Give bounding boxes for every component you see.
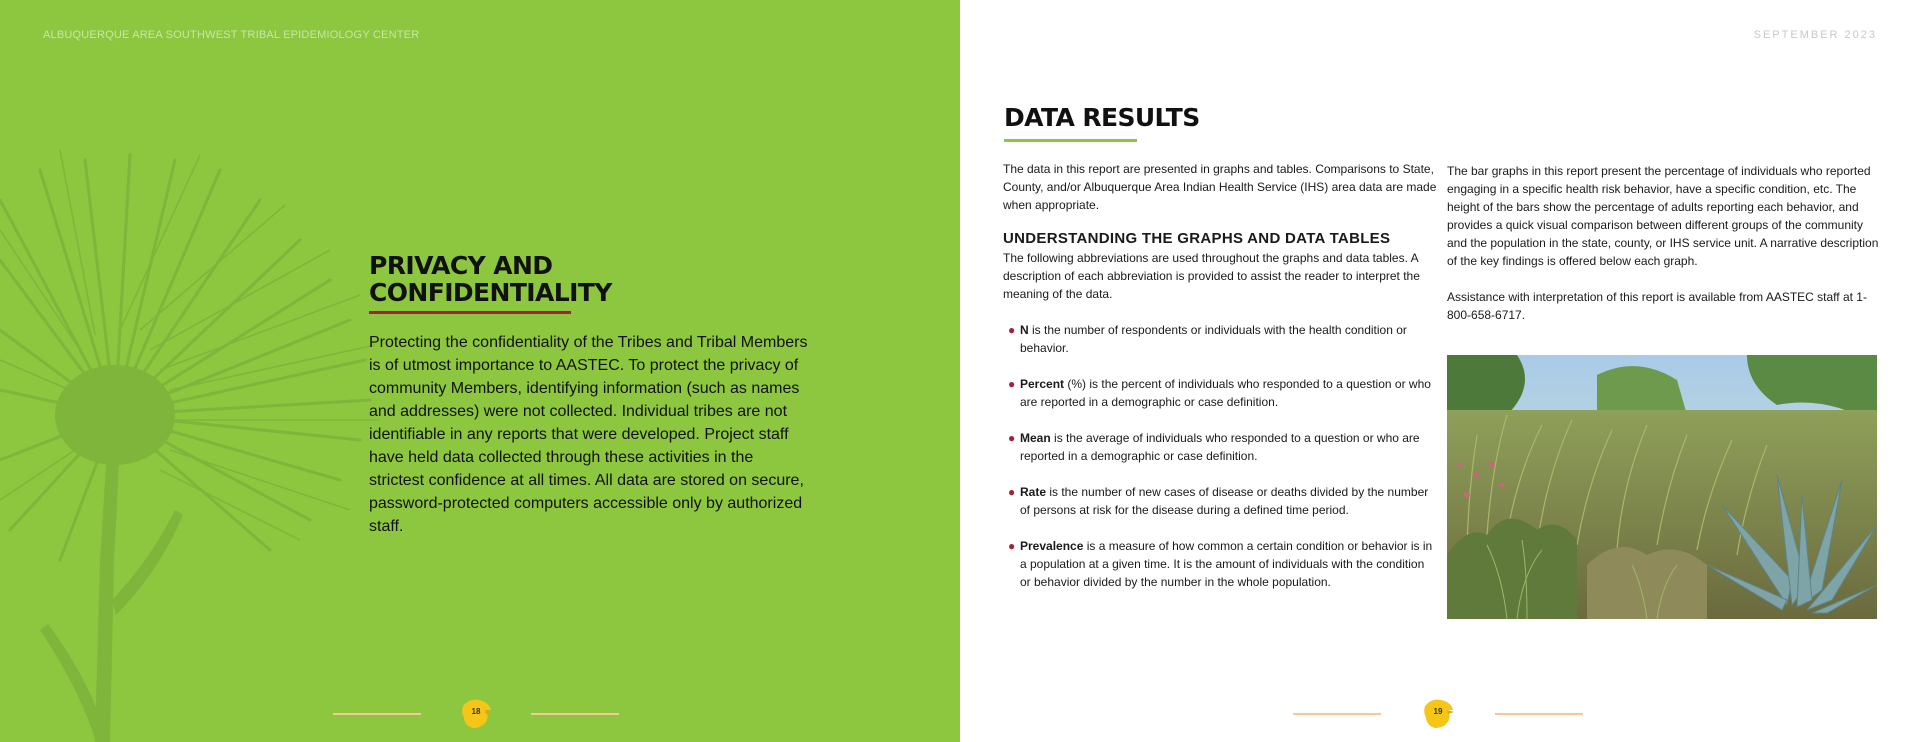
left-column: [1003, 160, 1443, 609]
garden-photo: [1447, 355, 1877, 619]
bullet-dot-icon: ●: [1008, 431, 1016, 445]
page-number-badge: [1421, 696, 1455, 730]
footer-rule-right: [1495, 713, 1583, 715]
bullet-dot-icon: ●: [1008, 377, 1016, 391]
assistance-paragraph: Assistance with interpretation of this report is available from AASTEC staff at 1-800-658-6717.: [1447, 290, 1867, 322]
data-results-title: DATA RESULTS: [1004, 103, 1200, 132]
definition-item-n: [1003, 321, 1443, 357]
running-head-left: ALBUQUERQUE AREA SOUTHWEST TRIBAL EPIDEMIOLOGY CENTER: [43, 29, 420, 41]
definition-item-prevalence: [1003, 537, 1443, 591]
page-number: 18: [471, 707, 481, 716]
definition-term: Mean: [1020, 431, 1051, 445]
footer-rule-right: [531, 713, 619, 715]
right-page: [960, 0, 1920, 742]
footer-rule-left: [333, 713, 421, 715]
bar-graphs-paragraph: The bar graphs in this report present the percentage of individuals who reported engaging in a specific health risk behavior, have a specific condition, etc. The height of the bars show the percentage of adults reporting each behavior, and provides a quick visual comparison between different groups of the community and the population in the state, county, or IHS service unit. A narrative description of the key findings is offered below each graph.: [1447, 164, 1879, 268]
definition-term: Rate: [1020, 485, 1047, 499]
definition-term: Prevalence: [1020, 539, 1084, 553]
definition-text: is the number of new cases of disease or deaths divided by the number of persons at risk for the disease during a defined time period.: [1020, 485, 1429, 517]
definition-text: (%) is the percent of individuals who responded to a question or who are reported in a demographic or case definition.: [1020, 377, 1431, 409]
page-number: 19: [1433, 707, 1443, 716]
intro-paragraph: The data in this report are presented in graphs and tables. Comparisons to State, County, and/or Albuquerque Area Indian Health Service (IHS) area data are made when appropriate.: [1003, 162, 1437, 212]
definition-term: Percent: [1020, 377, 1065, 391]
bullet-dot-icon: ●: [1008, 323, 1016, 337]
definition-text: is the average of individuals who responded to a question or who are reported in a demographic or case definition.: [1020, 431, 1420, 463]
definition-term: N: [1020, 323, 1029, 337]
graphs-subheading-body: The following abbreviations are used throughout the graphs and data tables. A description of each abbreviation is provided to assist the reader to interpret the meaning of the data.: [1003, 251, 1420, 301]
data-results-rule: [1004, 139, 1137, 142]
privacy-title: PRIVACY AND CONFIDENTIALITY: [369, 251, 612, 307]
definition-text: is the number of respondents or individuals with the health condition or behavior.: [1020, 323, 1407, 355]
definition-list: [1003, 321, 1443, 591]
page-number-badge: [459, 696, 493, 730]
definition-item-mean: [1003, 429, 1443, 465]
graphs-subheading: UNDERSTANDING THE GRAPHS AND DATA TABLES: [1003, 230, 1391, 247]
footer-rule-left: [1293, 713, 1381, 715]
privacy-title-rule: [369, 311, 571, 314]
definition-item-percent: [1003, 375, 1443, 411]
bullet-dot-icon: ●: [1008, 485, 1016, 499]
definition-text: is a measure of how common a certain condition or behavior is in a population at a given time. It is the amount of individuals with the condition or behavior divided by the number in the whole population.: [1020, 539, 1433, 589]
palm-silhouette-icon: [0, 130, 420, 742]
bullet-dot-icon: ●: [1008, 539, 1016, 553]
running-head-right: SEPTEMBER 2023: [1753, 29, 1877, 41]
definition-item-rate: [1003, 483, 1443, 519]
privacy-section: [369, 252, 809, 538]
right-column: [1447, 162, 1879, 324]
privacy-body: Protecting the confidentiality of the Tribes and Tribal Members is of utmost importance to AASTEC. To protect the privacy of community Members, identifying information (such as names and addresses) were not collected. Individual tribes are not identifiable in any reports that were developed. Project staff have held data collected through these activities in the strictest confidence at all times. All data are stored on secure, password-protected computers accessible only by authorized staff.: [369, 334, 808, 535]
